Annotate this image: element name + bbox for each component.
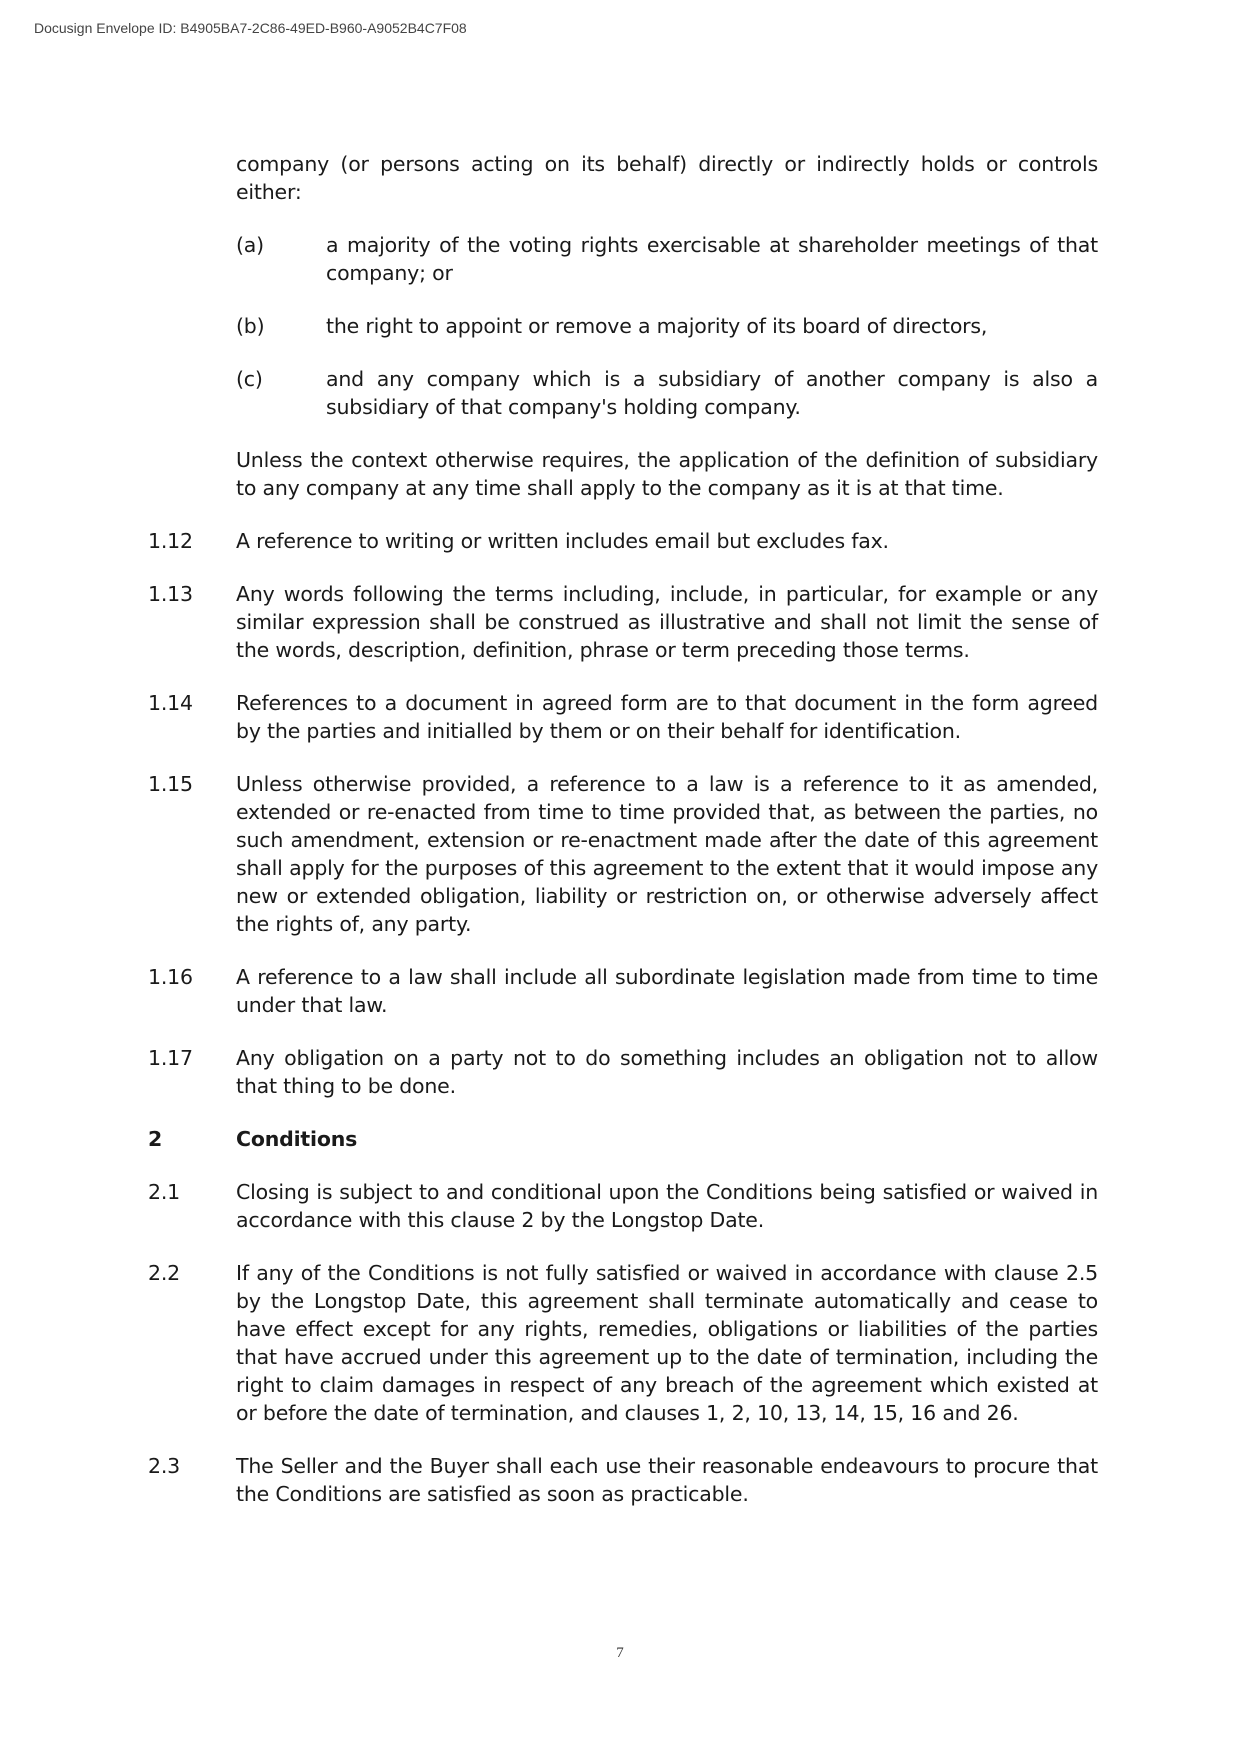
clause-text: Any obligation on a party not to do something includes an obligation not to allow that thing to be done. bbox=[236, 1046, 1098, 1098]
clause-number: 1.12 bbox=[148, 529, 193, 553]
clause bbox=[148, 527, 1098, 555]
clause-number: 1.13 bbox=[148, 582, 193, 606]
item-label: (b) bbox=[236, 314, 265, 338]
clause-text: Any words following the terms including, include, in particular, for example or any similar expression shall be construed as illustrative and shall not limit the sense of the words, description, definition, phrase or term preceding those terms. bbox=[236, 582, 1098, 662]
clause-text: Unless otherwise provided, a reference to a law is a reference to it as amended, extended or re-enacted from time to time provided that, as between the parties, no such amendment, extension or re-enactment made after the date of this agreement shall apply for the purposes of this agreement to the extent that it would impose any new or extended obligation, liability or restriction on, or otherwise adversely affect the rights of, any party. bbox=[236, 772, 1098, 936]
clause-text: A reference to a law shall include all subordinate legislation made from time to time under that law. bbox=[236, 965, 1098, 1017]
clause bbox=[148, 770, 1098, 938]
clause-number: 1.16 bbox=[148, 965, 193, 989]
unless-paragraph: Unless the context otherwise requires, the application of the definition of subsidiary to any company at any time shall apply to the company as it is at that time. bbox=[236, 448, 1098, 500]
item-label: (c) bbox=[236, 367, 263, 391]
clause bbox=[148, 963, 1098, 1019]
list-item bbox=[236, 312, 1098, 340]
item-text: and any company which is a subsidiary of another company is also a subsidiary of that company's holding company. bbox=[326, 367, 1098, 419]
clause-number: 1.17 bbox=[148, 1046, 193, 1070]
page-number: 7 bbox=[616, 1645, 624, 1661]
clause-text: Closing is subject to and conditional upon the Conditions being satisfied or waived in accordance with this clause 2 by the Longstop Date. bbox=[236, 1180, 1098, 1232]
clause bbox=[148, 1259, 1098, 1427]
document-body bbox=[148, 150, 1098, 1533]
clause-number: 2.1 bbox=[148, 1180, 181, 1204]
clause bbox=[148, 1452, 1098, 1508]
clause bbox=[148, 580, 1098, 664]
clause-number: 1.14 bbox=[148, 691, 193, 715]
clause-number: 1.15 bbox=[148, 772, 193, 796]
list-item bbox=[236, 231, 1098, 287]
clause-text: References to a document in agreed form are to that document in the form agreed by the parties and initialled by them or on their behalf for identification. bbox=[236, 691, 1098, 743]
envelope-id: Docusign Envelope ID: B4905BA7-2C86-49ED-B960-A9052B4C7F08 bbox=[34, 20, 467, 36]
list-item bbox=[236, 365, 1098, 421]
clause-text: If any of the Conditions is not fully satisfied or waived in accordance with clause 2.5 by the Longstop Date, this agreement shall terminate automatically and cease to have effect except for any rights, remedies, obligations or liabilities of the parties that have accrued under this agreement up to the date of termination, including the right to claim damages in respect of any breach of the agreement which existed at or before the date of termination, and clauses 1, 2, 10, 13, 14, 15, 16 and 26. bbox=[236, 1261, 1098, 1425]
clause bbox=[148, 1044, 1098, 1100]
clause-text: A reference to writing or written includes email but excludes fax. bbox=[236, 529, 889, 553]
item-label: (a) bbox=[236, 233, 264, 257]
clause bbox=[148, 689, 1098, 745]
clause bbox=[148, 1178, 1098, 1234]
section-heading bbox=[148, 1125, 1098, 1153]
clause-text: The Seller and the Buyer shall each use their reasonable endeavours to procure that the Conditions are satisfied as soon as practicable. bbox=[236, 1454, 1098, 1506]
clause-number: 2.2 bbox=[148, 1261, 181, 1285]
section-number: 2 bbox=[148, 1127, 163, 1151]
clause-number: 2.3 bbox=[148, 1454, 181, 1478]
section-title: Conditions bbox=[236, 1127, 358, 1151]
intro-paragraph: company (or persons acting on its behalf) directly or indirectly holds or controls either: bbox=[236, 152, 1098, 204]
item-text: a majority of the voting rights exercisable at shareholder meetings of that company; or bbox=[326, 233, 1098, 285]
item-text: the right to appoint or remove a majority of its board of directors, bbox=[326, 314, 988, 338]
